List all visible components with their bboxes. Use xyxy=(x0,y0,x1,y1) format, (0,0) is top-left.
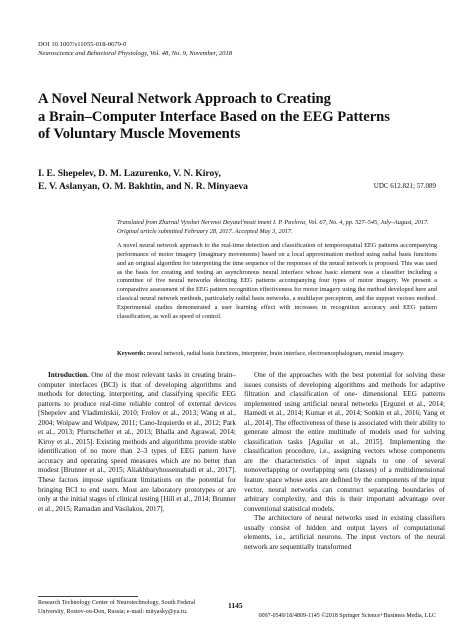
footnote-line-2: University, Rostov-on-Don, Russia; e-mail: mityasky@ya.ru. xyxy=(38,608,188,615)
translation-note: Translated from Zhurnal Vysshei Nervnoi Deyatel'nosti imeni I. P. Pavlova, Vol. 67, No. 4, pp. 527–545, July–August, 2017. Original article submitted February 28, 2017. Accepted May 3, 2017. xyxy=(117,219,429,235)
copyright-line: 0097-0549/18/4809-1145 ©2018 Springer Science+Business Media, LLC xyxy=(258,613,436,619)
article-title xyxy=(38,91,438,144)
footnote-rule xyxy=(38,596,138,597)
left-column xyxy=(38,371,236,514)
title-line-3: of Voluntary Muscle Movements xyxy=(38,126,241,142)
keywords-label: Keywords: xyxy=(117,351,146,357)
authors-line-2: E. V. Aslanyan, O. M. Bakhtin, and N. R. Minyaeva xyxy=(38,180,248,192)
right-paragraph-1: One of the approaches with the best potential for solving these issues consists of developing algorithms and methods for adaptive filtration and classification of one- dimensional EEG patterns implemented using artificial neural networks [Erguzel et al., 2014; Hamedi et al., 2014; Kumar et al., 2014; Sonkin et al., 2016; Yang et al., 2014]. The effectiveness of these is associated with their ability to generate almost the entire multitude of models used for solving classification tasks [Aguilar et al., 2015]. Implementing the classification procedure, i.e., assigning vectors whose components are the characteristics of input signals to one of several nonoverlapping or overlapping sets (classes) of a multidimensional feature space whose axes are defined by the components of the input vector, neural networks can construct separating boundaries of arbitrary complexity, and this is their important advantage over conventional statistical models. xyxy=(244,371,445,513)
footnote-line-1: Research Technology Center of Neurotechnology, South Federal xyxy=(38,600,196,606)
keywords-text: neural network, radial basis functions, interpreter, brain interface, electroencephalogram, mental imagery. xyxy=(145,351,405,357)
doi-line: DOI 10.1007/s11055-018-0679-0 xyxy=(38,41,127,48)
title-line-2: a Brain–Computer Interface Based on the EEG Patterns xyxy=(38,108,390,125)
abstract: A novel neural network approach to the real-time detection and classification of temporospatial EEG patterns accompanying performance of motor imagery (imaginary movements) based on a local approximation method using radial basis functions and an original algorithm for interpreting the time sequence of the responses of the neural network is proposed. This was used as the basis for creating and testing an asynchronous neural interface whose basic element was a classifier including a committee of five neural networks detecting EEG patterns accompanying four types of motor imagery. We present a comparative assessment of the EEG pattern recognition effectiveness for motor imagery using the method developed here and classical neural network methods, particularly radial basis networks, a multilayer perceptron, and the support vectors method. Experimental studies demonstrated a user learning effect with increases in recognition accuracy and EEG pattern classification, as well as speed of control. xyxy=(117,242,437,320)
keywords xyxy=(117,350,437,359)
intro-heading: Introduction. xyxy=(48,371,89,379)
intro-text: One of the most relevant tasks in creating brain–computer interfaces (BCI) is that of developing algorithms and methods for detecting, interpreting, and classifying specific EEG patterns to produce real-time reliable control of external devices [Shepelev and Vladimirskii, 2010; Frolov et al., 2013; Wang et al., 2004; Wolpaw and Wolpaw, 2011; Cano-Izquierdo et al., 2012; Park et al., 2013; Pfurtscheller et al., 2013; Bhalla and Agrawal, 2014; Kiroy et al., 2015]. Existing methods and algorithms provide stable identification of no more than 2–3 types of EEG pattern have accuracy and operating speed measures which are no better than modest [Brunner et al., 2015; Aliakhbaryhosseinabadi et al., 2017]. These factors impose significant limitations on the potential for bringing BCI to end users. Most are laboratory prototypes or are only at the initial stages of clinical testing [Hill et al., 2014; Brunner et al., 2015; Ramadan and Vasilakos, 2017]. xyxy=(38,371,236,513)
right-paragraph-2: The architecture of neural networks used in existing classifiers usually consist of hidden and output layers of computational elements, i.e., artificial neurons. The input vectors of the neural network are sequentially transformed xyxy=(244,514,445,551)
udc-code: UDC 612.821; 57.089 xyxy=(373,182,436,190)
right-column xyxy=(244,371,445,552)
title-line-1: A Novel Neural Network Approach to Creating xyxy=(38,91,331,107)
intro-paragraph xyxy=(38,371,236,514)
affiliation-footnote xyxy=(38,599,238,616)
journal-line: Neuroscience and Behavioral Physiology, Vol. 48, No. 9, November, 2018 xyxy=(38,50,233,57)
authors-line-1: I. E. Shepelev, D. M. Lazurenko, V. N. Kiroy, xyxy=(38,168,221,179)
authors xyxy=(38,168,248,193)
page-number: 1145 xyxy=(228,601,243,610)
